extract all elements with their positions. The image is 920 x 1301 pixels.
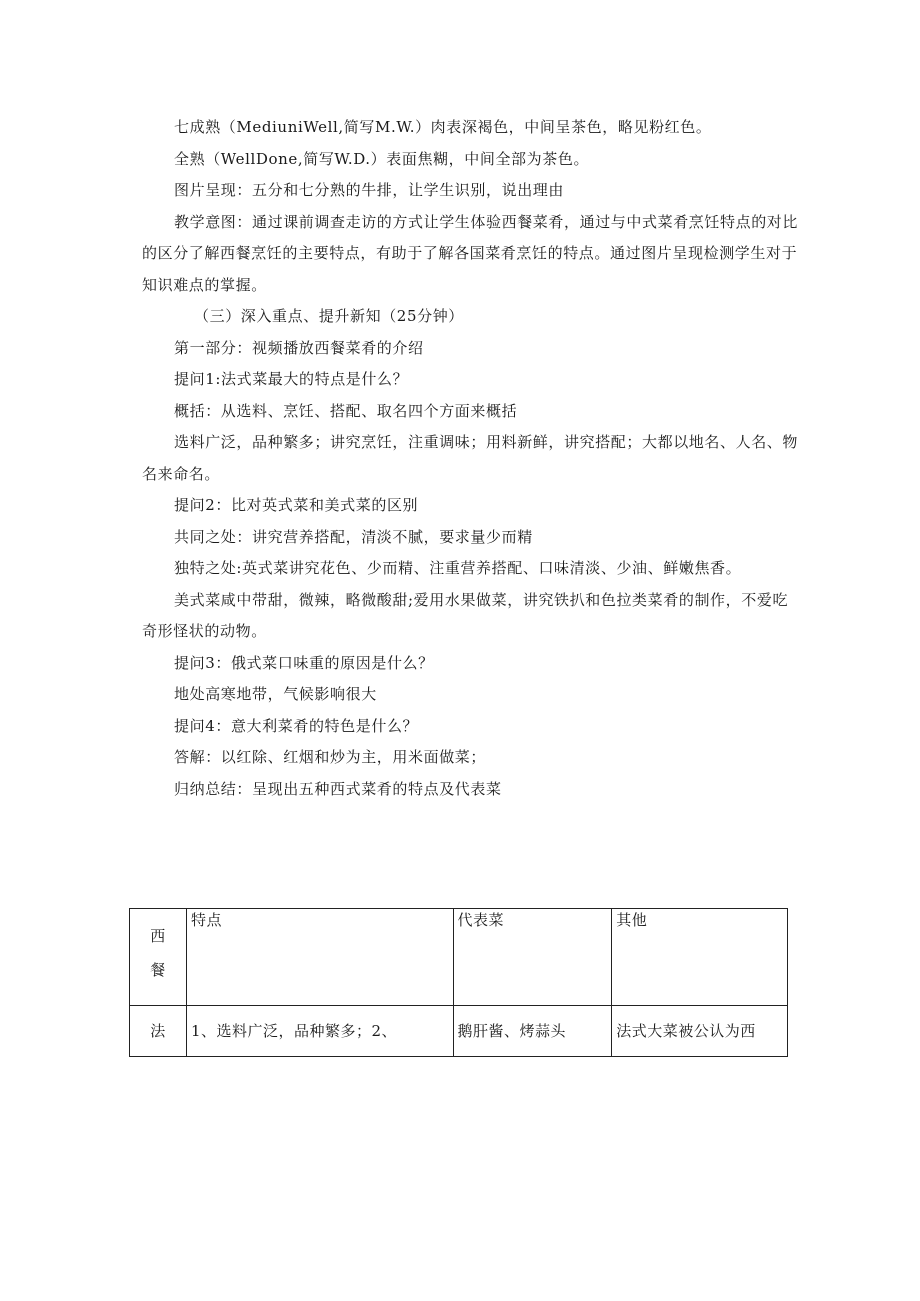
paragraph-part-one: 第一部分：视频播放西餐菜肴的介绍 [174, 338, 424, 357]
header-cuisine-line1: 西 [150, 927, 166, 945]
cell-cuisine-french: 法 [130, 1006, 187, 1057]
table-row [130, 1006, 788, 1057]
paragraph-question-2: 提问2：比对英式菜和美式菜的区别 [174, 496, 419, 514]
cell-french-other: 法式大菜被公认为西 [612, 1006, 788, 1057]
paragraph-picture-presentation: 图片呈现：五分和七分熟的牛排，让学生识别，说出理由 [174, 181, 565, 199]
paragraph-teaching-intent: 教学意图：通过课前调查走访的方式让学生体验西餐菜肴，通过与中式菜肴烹饪特点的对比的区分了解西餐烹饪的主要特点，有助于了解各国菜肴烹饪的特点。通过图片呈现检测学生对于知识难点的掌握。 [142, 212, 799, 294]
paragraph-french-features: 选料广泛，品种繁多；讲究烹饪，注重调味；用料新鲜，讲究搭配；大都以地名、人名、物名来命名。 [142, 433, 799, 483]
header-cell-features: 特点 [186, 909, 453, 1006]
header-cell-representative-dishes: 代表菜 [453, 909, 612, 1006]
paragraph-question-3: 提问3：俄式菜口味重的原因是什么？ [174, 653, 434, 672]
paragraph-unique-points: 独特之处:英式菜讲究花色、少而精、注重营养搭配、口味清淡、少油、鲜嫩焦香。 [174, 559, 742, 577]
paragraph-question-1: 提问1:法式菜最大的特点是什么？ [174, 370, 409, 388]
paragraph-conclusion: 归纳总结：呈现出五种西式菜肴的特点及代表菜 [174, 779, 502, 798]
western-cuisine-table [129, 908, 788, 1057]
paragraph-seven-doneness: 七成熟（MediuniWell,简写M.W.）肉表深褐色，中间呈茶色，略见粉红色。 [174, 118, 712, 136]
header-cell-other: 其他 [612, 909, 788, 1006]
document-body [142, 112, 802, 805]
table-header-row [130, 909, 788, 1006]
paragraph-well-done: 全熟（WellDone,简写W.D.）表面焦糊，中间全部为茶色。 [174, 149, 590, 168]
header-cuisine-line2: 餐 [150, 961, 166, 979]
paragraph-american-cuisine: 美式菜咸中带甜，微辣，略微酸甜;爱用水果做菜，讲究铁扒和色拉类菜肴的制作，不爱吃奇形怪状的动物。 [142, 590, 789, 640]
cell-french-features: 1、选料广泛，品种繁多；2、 [186, 1006, 453, 1057]
section-heading-three: （三）深入重点、提升新知（25分钟） [194, 307, 464, 325]
paragraph-summary-aspects: 概括：从选料、烹饪、搭配、取名四个方面来概括 [174, 401, 518, 420]
paragraph-cold-climate: 地处高寒地带，气候影响很大 [174, 685, 377, 703]
cell-french-dishes: 鹅肝酱、烤蒜头 [453, 1006, 612, 1057]
paragraph-common-points: 共同之处：讲究营养搭配，清淡不腻，要求量少而精 [174, 527, 533, 546]
paragraph-answer: 答解：以红除、红烟和炒为主，用米面做菜； [174, 748, 487, 766]
paragraph-question-4: 提问4：意大利菜肴的特色是什么？ [174, 716, 419, 735]
header-cell-cuisine [130, 909, 187, 1006]
